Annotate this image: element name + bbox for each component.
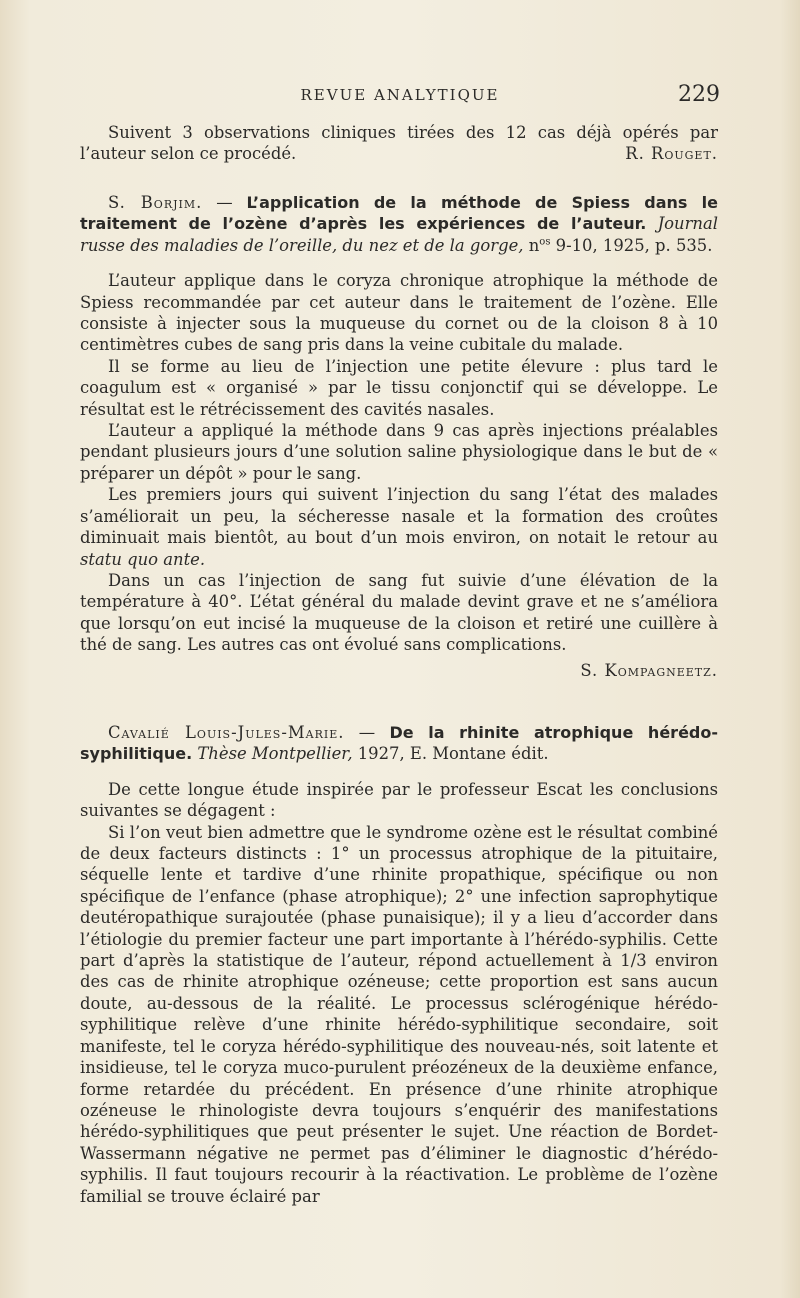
paragraph: Les premiers jours qui suivent l’injection du sang l’état des malades s’améliorait un peu, la sécheresse nasale et la formation des croûtes diminuait mais bientôt, au bout d’un mois environ, on notait le retour au statu quo ante. bbox=[80, 485, 718, 569]
journal: Journal russe des maladies de l’oreille, du nez et de la gorge, bbox=[80, 214, 718, 255]
paragraph: L’auteur applique dans le coryza chronique atrophique la méthode de Spiess recommandée par cet auteur dans le traitement de l’ozène. Elle consiste à injecter sous la muqueuse du cornet ou de la cloison 8 à 10 centimètres cubes de sang pris dans la veine cubitale du malade. bbox=[80, 271, 718, 355]
paragraph: L’auteur a appliqué la méthode dans 9 cas après injections préalables pendant plusieurs jours d’une solution saline physiologique dans le but de « préparer un dépôt » pour le sang. bbox=[80, 421, 718, 483]
paragraph: Dans un cas l’injection de sang fut suivie d’une élévation de la température à 40°. L’état général du malade devint grave et ne s’améliora que lorsqu’on eut incisé la muqueuse de la cloison et retiré une cuillère à thé de sang. Les autres cas ont évolué sans complications. bbox=[80, 570, 718, 655]
article-citation: S. Borjim. — L’application de la méthode de Spiess dans le traitement de l’ozène d’après les expériences de l’auteur. Journal russe des maladies de l’oreille, du nez et de la gorge, $n^{os}$ 9-10, 1925, p. 535. bbox=[80, 193, 718, 255]
review-article-2 bbox=[80, 722, 718, 1207]
running-head bbox=[80, 82, 720, 110]
running-title: REVUE ANALYTIQUE bbox=[300, 86, 500, 104]
page-number: 229 bbox=[678, 82, 720, 107]
signature: S. Kompagneetz. bbox=[580, 660, 718, 680]
paragraph: Si l’on veut bien admettre que le syndrome ozène est le résultat combiné de deux facteurs distincts : 1° un processus atrophique de la pituitaire, séquelle lente et tardive d’une rhinite propathique, spécifique ou non spécifique de l’enfance (phase atrophique); 2° une infection saprophytique deutéropathique surajoutée (phase punaisique); il y a lieu d’accorder dans l’étiologie du premier facteur une part importante à l’hérédo-syphilis. Cette part d’après la statistique de l’auteur, répond actuellement à 1/3 environ des cas de rhinite atrophique ozéneuse; cette proportion est sans aucun doute, au-dessous de la réalité. Le processus sclérogénique hérédo-syphilitique relève d’une rhinite hérédo-syphilitique secondaire, soit manifeste, tel le coryza hérédo-syphilitique des nouveau-nés, soit latente et insidieuse, tel le coryza muco-purulent préozéneux de la deuxième enfance, forme retardée du précédent. En présence d’une rhinite atrophique ozéneuse le rhinologiste devra toujours s’enquérir des manifestations hérédo-syphilitiques que peut présenter le sujet. Une réaction de Bordet-Wassermann négative ne permet pas d’éliminer le diagnostic d’hérédo-syphilis. Il faut toujours recourir à la réactivation. Le problème de l’ozène familial se trouve éclairé par bbox=[80, 822, 718, 1206]
paragraph: Il se forme au lieu de l’injection une petite élevure : plus tard le coagulum est « organisé » par le tissu conjonctif qui se développe. Le résultat est le rétrécissement des cavités nasales. bbox=[80, 356, 718, 419]
paragraph: De cette longue étude inspirée par le professeur Escat les conclusions suivantes se dégagent : bbox=[80, 779, 718, 821]
author: S. Borjim. bbox=[108, 193, 203, 212]
source: Thèse Montpellier, bbox=[197, 744, 353, 764]
author: Cavalié Louis-Jules-Marie. bbox=[108, 723, 345, 742]
article-citation: Cavalié Louis-Jules-Marie. — De la rhinite atrophique hérédo-syphilitique. Thèse Montpellier, 1927, E. Montane édit. bbox=[80, 723, 719, 764]
article-title: De la rhinite atrophique hérédo-syphilitique. bbox=[80, 723, 719, 764]
review-block-1 bbox=[80, 122, 718, 165]
paragraph: Suivent 3 observations cliniques tirées des 12 cas déjà opérés par l’auteur selon ce procédé. bbox=[80, 123, 718, 164]
review-article-1 bbox=[80, 192, 718, 681]
signature: R. Rouget. bbox=[625, 144, 718, 164]
article-title: L’application de la méthode de Spiess dans le traitement de l’ozène d’après les expériences de l’auteur. bbox=[80, 193, 718, 234]
